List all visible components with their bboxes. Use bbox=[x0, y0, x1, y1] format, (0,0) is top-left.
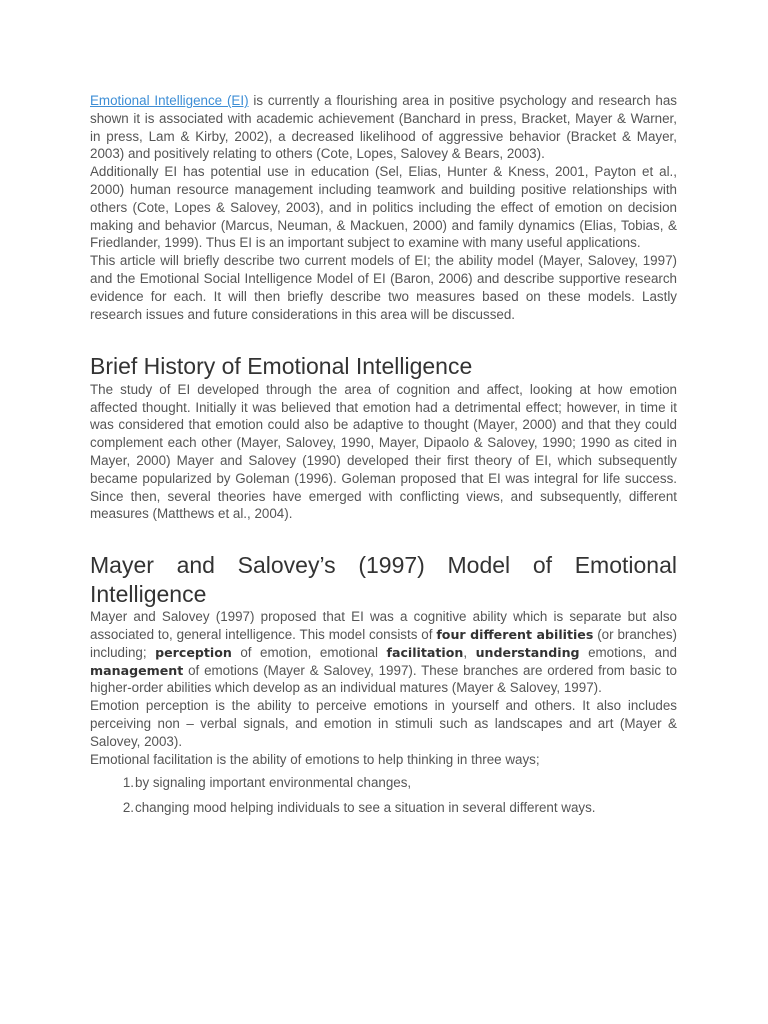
facilitation-list bbox=[90, 774, 677, 817]
bold-management: management bbox=[90, 662, 184, 678]
model-heading: Mayer and Salovey’s (1997) Model of Emotional Intelligence bbox=[90, 552, 677, 607]
model-p1-text-a: Mayer and Salovey (1997) proposed that EI was a cognitive ability which is separate but also associated to, general intelligence. This model consists of bbox=[90, 609, 677, 643]
intro-paragraph-1 bbox=[90, 92, 677, 163]
list-item bbox=[90, 774, 677, 792]
list-item-number: 1. bbox=[122, 775, 134, 791]
model-p1-text-c: (or branches) including; bbox=[90, 627, 677, 660]
bold-understanding: understanding bbox=[475, 644, 580, 660]
bold-perception: perception bbox=[155, 644, 232, 660]
document-page bbox=[90, 92, 677, 824]
history-heading: Brief History of Emotional Intelligence bbox=[90, 353, 473, 380]
model-paragraph-2: Emotion perception is the ability to perceive emotions in yourself and others. It also includes perceiving non – verbal signals, and emotion in stimuli such as landscapes and art (Mayer & Salovey, 2003). bbox=[90, 698, 677, 749]
model-paragraph-1 bbox=[90, 608, 677, 697]
model-paragraph-3: Emotional facilitation is the ability of emotions to help thinking in three ways; bbox=[90, 751, 540, 767]
model-p1-text-e: , bbox=[463, 644, 476, 660]
list-item-text: changing mood helping individuals to see a situation in several different ways. bbox=[135, 800, 596, 816]
history-paragraph: The study of EI developed through the area of cognition and affect, looking at how emotion affected thought. Initially it was believed that emotion had a detrimental effect; however, in time it was considered that emotion could also be adaptive to thought (Mayer, 2000) and that they could complement each other (Mayer, Salovey, 1990, Mayer, Dipaolo & Salovey, 1990; 1990 as cited in Mayer, 2000) Mayer and Salovey (1990) developed their first theory of EI, which subsequently became popularized by Goleman (1996). Goleman proposed that EI was integral for life success. Since then, several theories have emerged with conflicting views, and subsequently, different measures (Matthews et al., 2004). bbox=[90, 381, 677, 522]
intro-paragraph-1-text: is currently a flourishing area in positive psychology and research has shown it is associated with academic achievement (Banchard in press, Bracket, Mayer & Warner, in press, Lam & Kirby, 2002), a decreased likelihood of aggressive behavior (Bracket & Mayer, 2003) and positively relating to others (Cote, Lopes, Salovey & Bears, 2003). bbox=[90, 93, 677, 162]
emotional-intelligence-link[interactable]: Emotional Intelligence (EI) bbox=[90, 93, 249, 108]
list-item bbox=[90, 799, 677, 817]
intro-paragraph-2: Additionally EI has potential use in education (Sel, Elias, Hunter & Kness, 2001, Payton et al., 2000) human resource management including teamwork and building positive relationships with others (Cote, Lopes & Salovey, 2003), and in politics including the effect of emotion on decision making and behavior (Marcus, Neuman, & Mackuen, 2000) and family dynamics (Elias, Tobias, & Friedlander, 1999). Thus EI is an important subject to examine with many useful applications. bbox=[90, 164, 677, 251]
list-item-number: 2. bbox=[122, 800, 134, 816]
list-item-text: by signaling important environmental changes, bbox=[135, 775, 412, 791]
intro-paragraph-3: This article will briefly describe two current models of EI; the ability model (Mayer, Salovey, 1997) and the Emotional Social Intelligence Model of EI (Baron, 2006) and describe supportive research evidence for each. It will then briefly describe two measures based on these models. Lastly research issues and future considerations in this area will be discussed. bbox=[90, 253, 677, 322]
model-p1-text-g: of emotions (Mayer & Salovey, 1997). These branches are ordered from basic to higher-order abilities which develop as an individual matures (Mayer & Salovey, 1997). bbox=[90, 662, 677, 696]
bold-four-different-abilities: four different abilities bbox=[436, 627, 594, 643]
bold-facilitation: facilitation bbox=[386, 644, 464, 660]
model-p1-text-d: of emotion, emotional bbox=[231, 644, 387, 660]
model-p1-text-f: emotions, and bbox=[579, 644, 677, 660]
